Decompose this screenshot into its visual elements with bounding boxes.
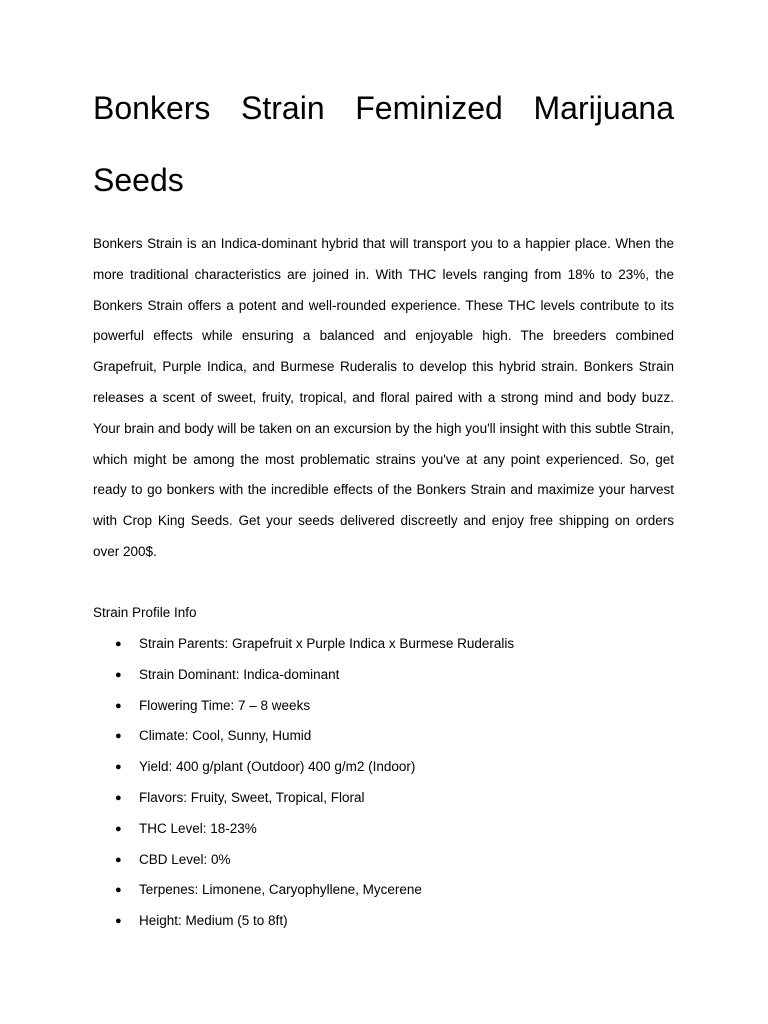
- list-item: [93, 814, 674, 845]
- list-item: [93, 660, 674, 691]
- list-item: [93, 691, 674, 722]
- bullet-icon: ●: [115, 699, 122, 712]
- bullet-icon: ●: [115, 730, 122, 743]
- bullet-icon: ●: [115, 884, 122, 897]
- list-item: [93, 845, 674, 876]
- bullet-icon: ●: [115, 791, 122, 804]
- list-item-text: Strain Parents: Grapefruit x Purple Indica x Burmese Ruderalis: [139, 636, 515, 651]
- list-item-text: Terpenes: Limonene, Caryophyllene, Mycerene: [139, 882, 422, 898]
- bullet-icon: ●: [115, 822, 122, 835]
- list-item: [93, 906, 674, 937]
- list-item-text: Flavors: Fruity, Sweet, Tropical, Floral: [139, 789, 365, 805]
- profile-heading: Strain Profile Info: [93, 605, 197, 620]
- list-item: [93, 629, 674, 660]
- list-item-text: Yield: 400 g/plant (Outdoor) 400 g/m2 (Indoor): [139, 759, 416, 775]
- title-line-2: Seeds: [93, 162, 184, 198]
- list-item-text: Flowering Time: 7 – 8 weeks: [139, 697, 311, 713]
- profile-list: [93, 629, 674, 937]
- bullet-icon: ●: [115, 761, 122, 774]
- list-item: [93, 752, 674, 783]
- list-item: [93, 721, 674, 752]
- list-item-text: Strain Dominant: Indica-dominant: [139, 666, 340, 682]
- list-item-text: THC Level: 18-23%: [139, 820, 257, 836]
- list-item: [93, 783, 674, 814]
- list-item-text: Height: Medium (5 to 8ft): [139, 913, 288, 929]
- title-line-1: Bonkers Strain Feminized Marijuana: [93, 90, 674, 126]
- list-item: [93, 875, 674, 906]
- list-item-text: Climate: Cool, Sunny, Humid: [139, 728, 312, 744]
- intro-paragraph: Bonkers Strain is an Indica-dominant hybrid that will transport you to a happier place. When the more traditional characteristics are joined in. With THC levels ranging from 18% to 23%, the Bonkers Strain offers a potent and well-rounded experience. These THC levels contribute to its powerful effects while ensuring a balanced and enjoyable high. The breeders combined Grapefruit, Purple Indica, and Burmese Ruderalis to develop this hybrid strain. Bonkers Strain releases a scent of sweet, fruity, tropical, and floral paired with a strong mind and body buzz. Your brain and body will be taken on an excursion by the high you'll insight with this subtle Strain, which might be among the most problematic strains you've at any point experienced. So, get ready to go bonkers with the incredible effects of the Bonkers Strain and maximize your harvest with Crop King Seeds. Get your seeds delivered discreetly and enjoy free shipping on orders over 200$.: [93, 236, 674, 559]
- page-title: [93, 72, 674, 216]
- bullet-icon: ●: [115, 638, 122, 650]
- list-item-text: CBD Level: 0%: [139, 851, 231, 867]
- bullet-icon: ●: [115, 915, 122, 928]
- bullet-icon: ●: [115, 853, 122, 866]
- bullet-icon: ●: [115, 668, 122, 681]
